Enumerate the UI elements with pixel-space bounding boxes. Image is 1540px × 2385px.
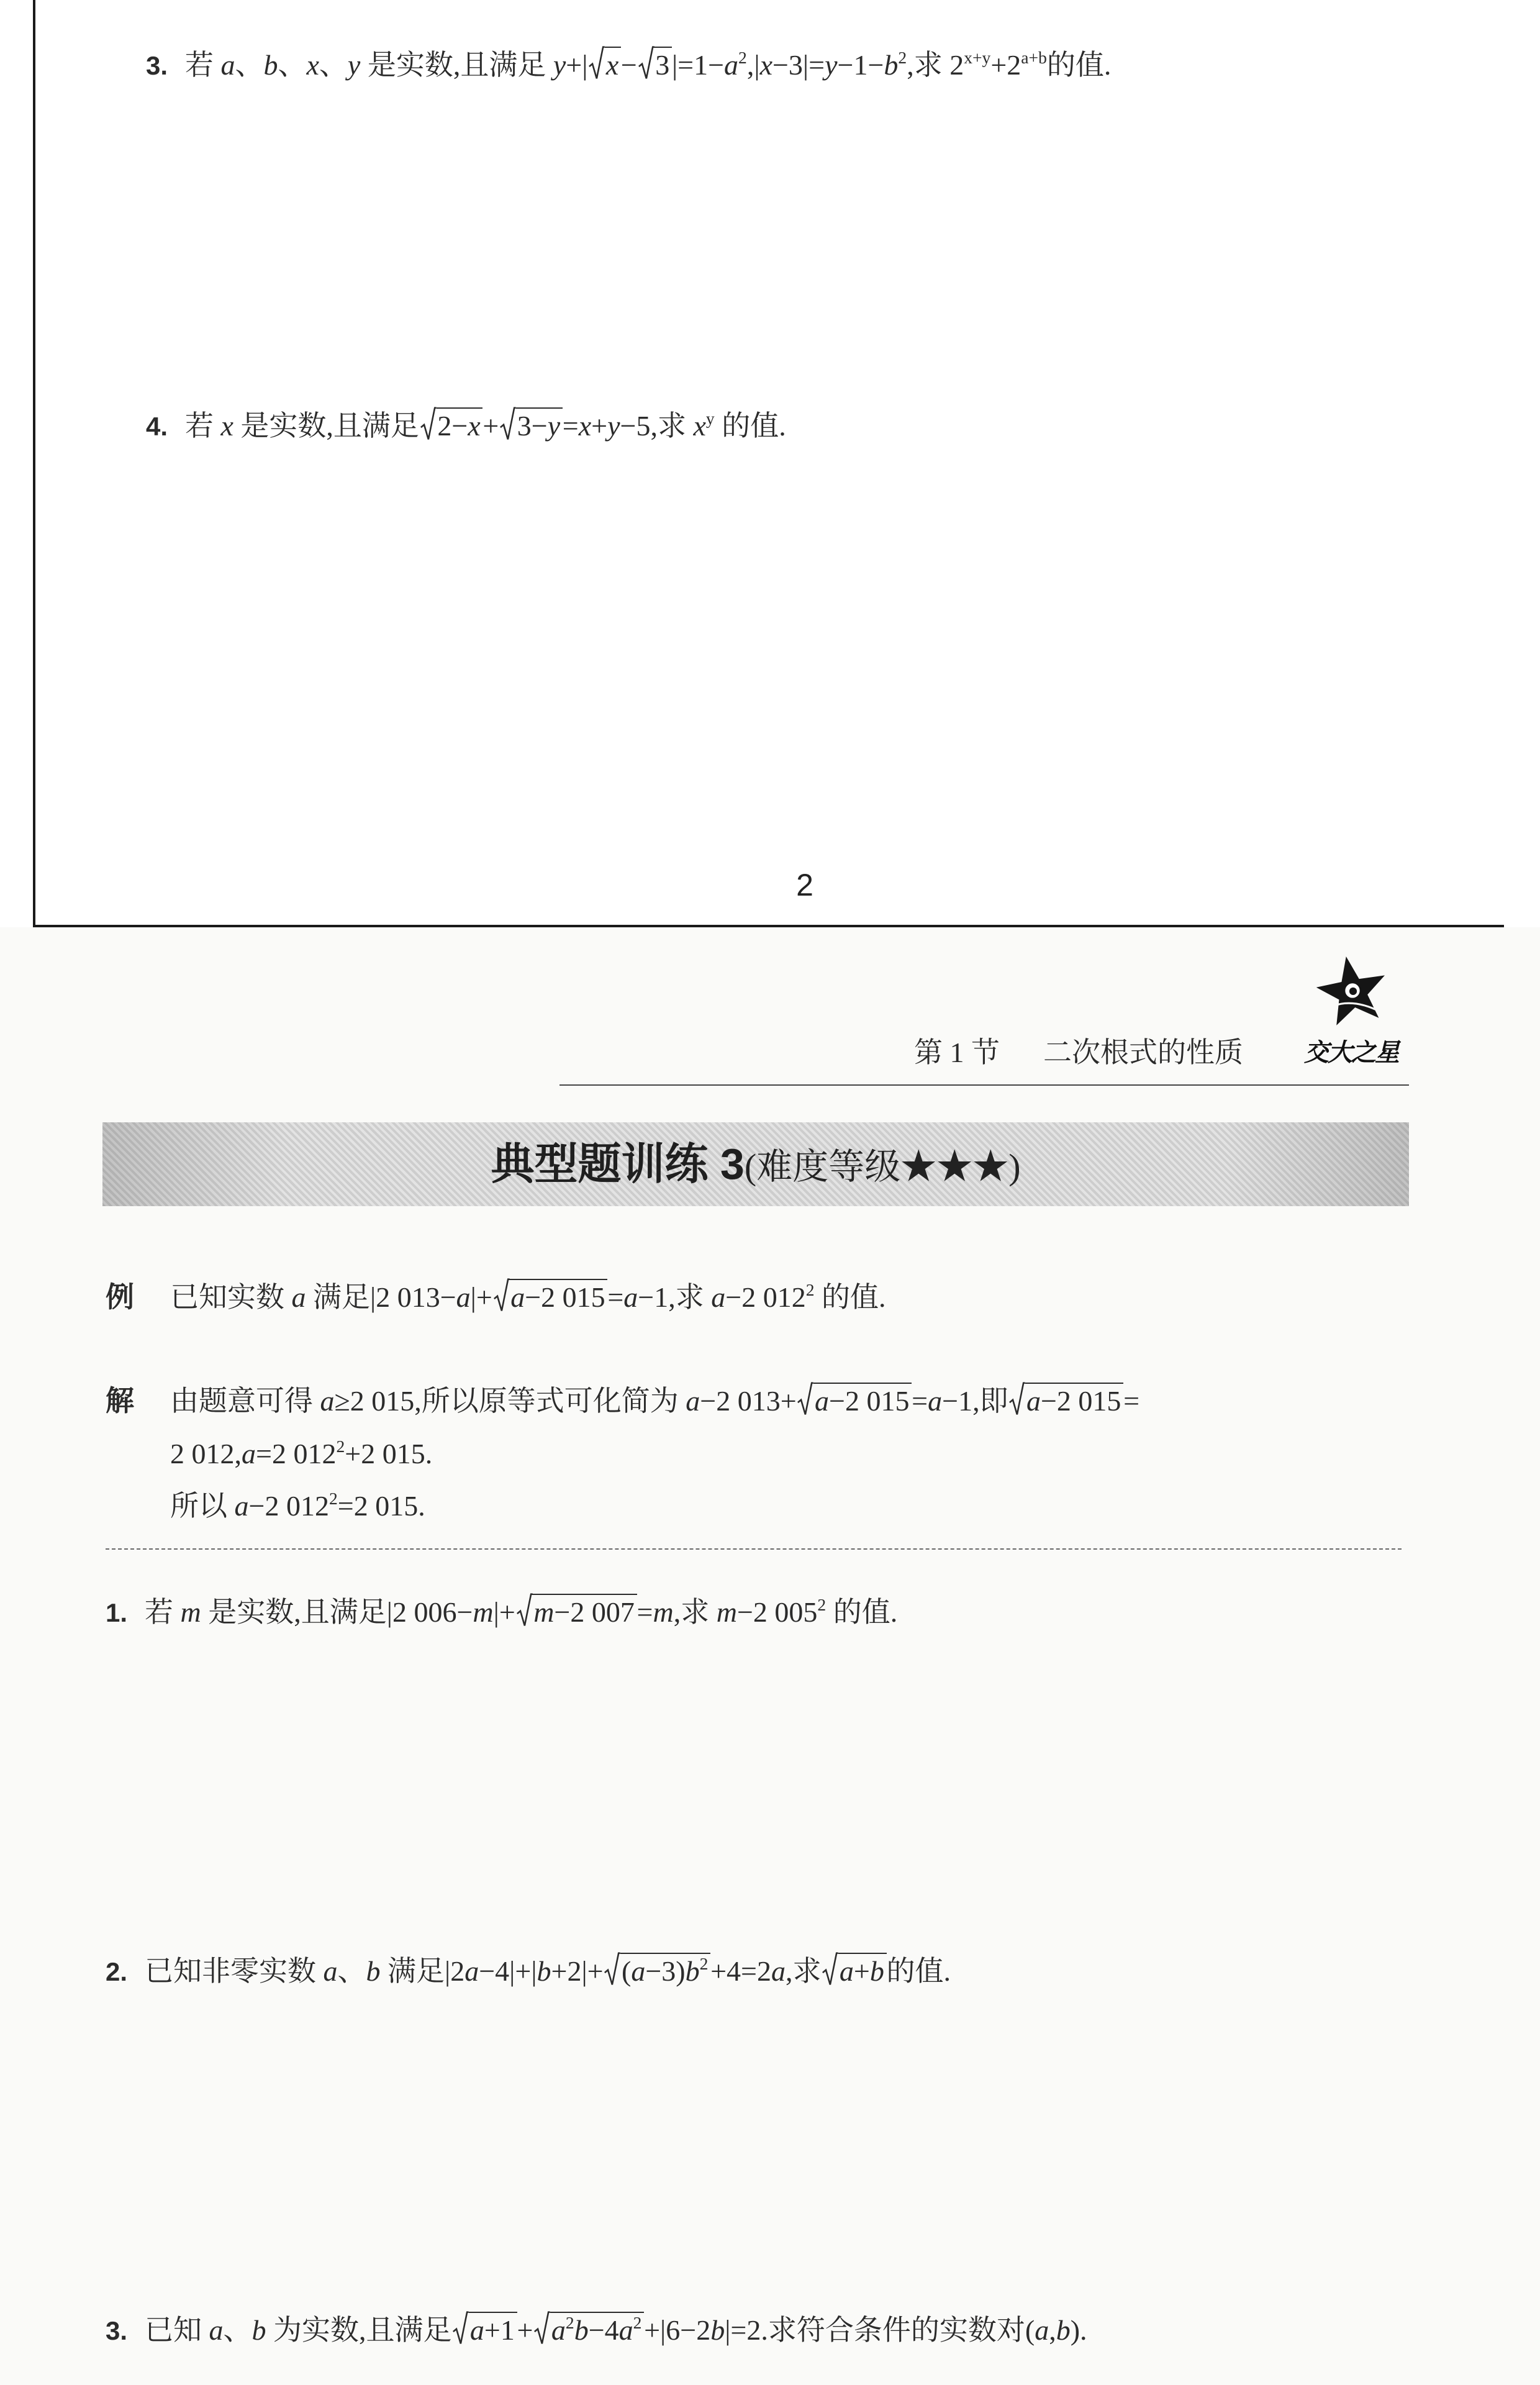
- problem-text: [145, 1596, 897, 1628]
- math-text: =: [912, 1385, 928, 1417]
- math-text: =: [607, 1281, 624, 1313]
- math-variable: a: [323, 1955, 338, 1987]
- math-text: 满足|2 013−: [306, 1281, 456, 1313]
- math-variable: x: [605, 49, 619, 81]
- radicand: [516, 407, 563, 442]
- math-text: |=2.求符合条件的实数对(: [725, 2314, 1035, 2346]
- math-variable: m: [180, 1596, 201, 1628]
- superscript: 2: [898, 48, 907, 68]
- math-variable: a: [209, 2314, 224, 2346]
- radicand: [620, 1953, 710, 1987]
- math-variable: x: [693, 410, 706, 442]
- math-text: −2 015: [1040, 1385, 1121, 1417]
- radical-expression: [534, 2312, 644, 2346]
- section-number: 第 1 节: [914, 1037, 1000, 1068]
- math-text: |+: [470, 1281, 492, 1313]
- math-text: −5,求: [620, 410, 694, 442]
- math-text: |=1−: [671, 49, 725, 81]
- math-text: ).: [1070, 2314, 1087, 2346]
- math-text: +2|+: [551, 1955, 604, 1987]
- superscript: 2: [633, 2313, 642, 2333]
- radical-expression: [517, 1594, 637, 1628]
- math-text: −2 012: [725, 1281, 806, 1313]
- math-text: 已知非零实数: [145, 1955, 324, 1987]
- math-text: ,求: [673, 1596, 717, 1628]
- radical-sign-icon: [534, 2312, 550, 2345]
- math-text: −3): [645, 1955, 686, 1987]
- math-text: ≥2 015,所以原等式可化简为: [334, 1385, 686, 1417]
- math-text: =: [636, 1596, 653, 1628]
- math-text: +: [482, 410, 499, 442]
- radical-sign-icon: [517, 1594, 533, 1627]
- problem-text: [185, 49, 1111, 81]
- math-text: 、: [278, 49, 307, 81]
- page-number: 2: [796, 868, 813, 902]
- radicand: [654, 47, 672, 81]
- math-variable: a: [469, 2314, 484, 2346]
- math-variable: a: [456, 1281, 471, 1313]
- math-text: 若: [185, 49, 221, 81]
- math-text: −4: [588, 2314, 619, 2346]
- superscript: 2: [699, 1954, 709, 1974]
- radicand: [469, 2312, 517, 2346]
- radicand: [838, 1953, 886, 1987]
- math-text: 已知实数: [170, 1281, 292, 1313]
- solution-label: 解: [106, 1385, 134, 1417]
- math-text: 是实数,且满足|2 006−: [201, 1596, 473, 1628]
- math-variable: a: [291, 1281, 306, 1313]
- math-text: −1,求: [638, 1281, 712, 1313]
- math-variable: m: [533, 1596, 555, 1628]
- math-text: 、: [319, 49, 348, 81]
- superscript: x+y: [964, 48, 991, 68]
- superscript: 2: [565, 2313, 574, 2333]
- math-variable: b: [1056, 2314, 1071, 2346]
- math-variable: x: [468, 410, 481, 442]
- math-text: 、: [235, 49, 264, 81]
- math-text: 2−: [437, 410, 468, 442]
- math-variable: a: [928, 1385, 943, 1417]
- math-text: ,|: [746, 49, 760, 81]
- problem-text: [145, 2314, 1087, 2346]
- superscript: 2: [805, 1280, 815, 1300]
- math-text: −2 015: [525, 1281, 605, 1313]
- math-text: +1: [484, 2314, 515, 2346]
- math-text: −3|=: [772, 49, 825, 81]
- math-text: −4|+|: [479, 1955, 537, 1987]
- problem-number: 4.: [146, 412, 168, 441]
- radical-sign-icon: [797, 1383, 813, 1416]
- problem-number: 3.: [106, 2316, 128, 2345]
- math-text: 的值.: [826, 1596, 898, 1628]
- math-variable: a: [839, 1955, 854, 1987]
- section-header: [914, 1034, 1243, 1071]
- math-text: −1,即: [942, 1385, 1008, 1417]
- math-variable: x: [306, 49, 319, 81]
- math-variable: a: [815, 1385, 830, 1417]
- radical-expression: [797, 1383, 912, 1417]
- example-text: [170, 1281, 886, 1313]
- header-rule: [559, 1084, 1409, 1086]
- math-text: +|6−2: [644, 2314, 711, 2346]
- brand-logo-text: 交大之星: [1304, 1038, 1398, 1066]
- math-variable: a: [618, 2314, 633, 2346]
- math-text: +4=2: [710, 1955, 771, 1987]
- solution-line: [170, 1435, 432, 1473]
- problem-number: 3.: [146, 51, 168, 80]
- problem-item: [146, 47, 1111, 84]
- radicand: [605, 47, 621, 81]
- math-variable: b: [263, 49, 278, 81]
- problem-item: [106, 1594, 897, 1632]
- math-text: 的值.: [714, 410, 786, 442]
- math-variable: a: [1026, 1385, 1041, 1417]
- math-variable: a: [242, 1438, 256, 1470]
- superscript: 2: [817, 1595, 827, 1615]
- math-variable: a: [320, 1385, 335, 1417]
- dashed-separator: [106, 1548, 1402, 1550]
- math-variable: y: [825, 49, 838, 81]
- page-border-left: [33, 0, 35, 927]
- math-text: |+: [493, 1596, 515, 1628]
- math-variable: y: [547, 410, 561, 442]
- math-variable: y: [607, 410, 620, 442]
- math-variable: a: [510, 1281, 525, 1313]
- radical-expression: [638, 47, 672, 81]
- math-text: 、: [223, 2314, 252, 2346]
- superscript: 2: [738, 48, 747, 68]
- section-title: 二次根式的性质: [1043, 1037, 1243, 1068]
- radicand: [509, 1279, 607, 1313]
- math-variable: y: [553, 49, 566, 81]
- math-variable: m: [653, 1596, 674, 1628]
- math-text: −2 007: [554, 1596, 635, 1628]
- problem-number: 1.: [106, 1598, 128, 1627]
- superscript: 2: [336, 1437, 345, 1456]
- radical-expression: [822, 1953, 886, 1987]
- math-text: +: [591, 410, 608, 442]
- solution-line: [170, 1488, 425, 1525]
- math-variable: a: [771, 1955, 786, 1987]
- math-variable: a: [1035, 2314, 1049, 2346]
- superscript: y: [705, 409, 715, 429]
- math-text: −: [620, 49, 637, 81]
- math-text: 若: [145, 1596, 181, 1628]
- math-variable: a: [220, 49, 235, 81]
- math-text: +2: [990, 49, 1021, 81]
- math-text: 的值.: [1046, 49, 1112, 81]
- math-text: −2 005: [736, 1596, 818, 1628]
- math-variable: a: [631, 1955, 646, 1987]
- problem-item: [106, 1953, 951, 1991]
- math-text: 为实数,且满足: [266, 2314, 452, 2346]
- solution-line: [106, 1383, 1139, 1420]
- math-variable: x: [759, 49, 772, 81]
- radical-sign-icon: [453, 2312, 469, 2345]
- math-text: ,求 2: [907, 49, 964, 81]
- radical-sign-icon: [822, 1953, 838, 1986]
- math-text: −2 013+: [700, 1385, 797, 1417]
- math-variable: b: [251, 2314, 266, 2346]
- top-page: [0, 0, 1540, 925]
- math-variable: b: [710, 2314, 725, 2346]
- radical-sign-icon: [604, 1953, 620, 1986]
- math-variable: b: [685, 1955, 700, 1987]
- math-text: +|: [566, 49, 588, 81]
- math-text: 所以: [170, 1490, 235, 1522]
- solution-text: [170, 1438, 432, 1470]
- math-text: 的值.: [886, 1955, 951, 1987]
- math-text: 已知: [145, 2314, 209, 2346]
- math-variable: m: [473, 1596, 494, 1628]
- math-variable: y: [347, 49, 361, 81]
- math-text: 2 012,: [170, 1438, 242, 1470]
- math-variable: b: [869, 1955, 884, 1987]
- example-block: [106, 1279, 886, 1316]
- radical-sign-icon: [1009, 1383, 1025, 1416]
- math-variable: b: [537, 1955, 551, 1987]
- math-variable: a: [711, 1281, 726, 1313]
- example-label: 例: [106, 1281, 134, 1313]
- radical-expression: [500, 407, 563, 442]
- problem-item: [146, 407, 786, 445]
- banner-difficulty: (难度等级★★★): [744, 1147, 1021, 1187]
- radical-expression: [453, 2312, 517, 2346]
- math-variable: a: [234, 1490, 249, 1522]
- superscript: 2: [328, 1489, 338, 1509]
- math-text: 的值.: [814, 1281, 886, 1313]
- math-text: (: [622, 1955, 632, 1987]
- radicand: [437, 407, 483, 442]
- radicand: [532, 1594, 636, 1628]
- math-text: 若: [185, 410, 221, 442]
- radical-sign-icon: [638, 47, 654, 80]
- math-variable: a: [464, 1955, 479, 1987]
- math-text: +: [853, 1955, 870, 1987]
- math-text: −2 012: [248, 1490, 329, 1522]
- radicand: [550, 2312, 644, 2346]
- radical-expression: [420, 407, 483, 442]
- banner-title: 典型题训练 3: [491, 1140, 745, 1188]
- math-variable: m: [716, 1596, 737, 1628]
- superscript: a+b: [1021, 48, 1047, 68]
- problem-text: [185, 410, 786, 442]
- math-variable: a: [623, 1281, 638, 1313]
- math-variable: b: [884, 49, 899, 81]
- problem-item: [106, 2312, 1087, 2350]
- math-text: 是实数,且满足: [233, 410, 419, 442]
- math-text: ,求: [785, 1955, 822, 1987]
- solution-text: [170, 1490, 425, 1522]
- radical-sign-icon: [494, 1279, 510, 1312]
- radical-expression: [1009, 1383, 1123, 1417]
- math-text: −2 015: [829, 1385, 910, 1417]
- practice-banner: [102, 1122, 1409, 1206]
- radicand: [1025, 1383, 1123, 1417]
- math-text: 3−: [517, 410, 548, 442]
- star-logo-icon: [1311, 952, 1393, 1034]
- radicand: [813, 1383, 912, 1417]
- radical-sign-icon: [500, 407, 516, 441]
- math-text: 满足|2: [380, 1955, 465, 1987]
- math-text: +: [517, 2314, 533, 2346]
- radical-expression: [604, 1953, 710, 1987]
- math-text: −1−: [837, 49, 884, 81]
- math-variable: a: [724, 49, 739, 81]
- math-text: 由题意可得: [170, 1385, 320, 1417]
- radical-sign-icon: [589, 47, 605, 80]
- math-variable: x: [578, 410, 592, 442]
- radical-sign-icon: [420, 407, 437, 441]
- radical-expression: [494, 1279, 608, 1313]
- problem-number: 2.: [106, 1957, 128, 1986]
- math-text: =: [562, 410, 579, 442]
- math-text: =2 012: [256, 1438, 337, 1470]
- math-text: 、: [337, 1955, 366, 1987]
- math-text: +2 015.: [345, 1438, 433, 1470]
- math-variable: b: [574, 2314, 589, 2346]
- math-text: 是实数,且满足: [360, 49, 553, 81]
- radical-expression: [589, 47, 621, 81]
- math-text: 3: [655, 49, 670, 81]
- solution-text: [170, 1385, 1139, 1417]
- math-variable: x: [220, 410, 233, 442]
- math-variable: a: [551, 2314, 566, 2346]
- math-text: =2 015.: [337, 1490, 425, 1522]
- math-text: =: [1123, 1385, 1140, 1417]
- math-variable: a: [686, 1385, 700, 1417]
- math-variable: b: [366, 1955, 381, 1987]
- problem-text: [145, 1955, 951, 1987]
- math-text: ,: [1049, 2314, 1056, 2346]
